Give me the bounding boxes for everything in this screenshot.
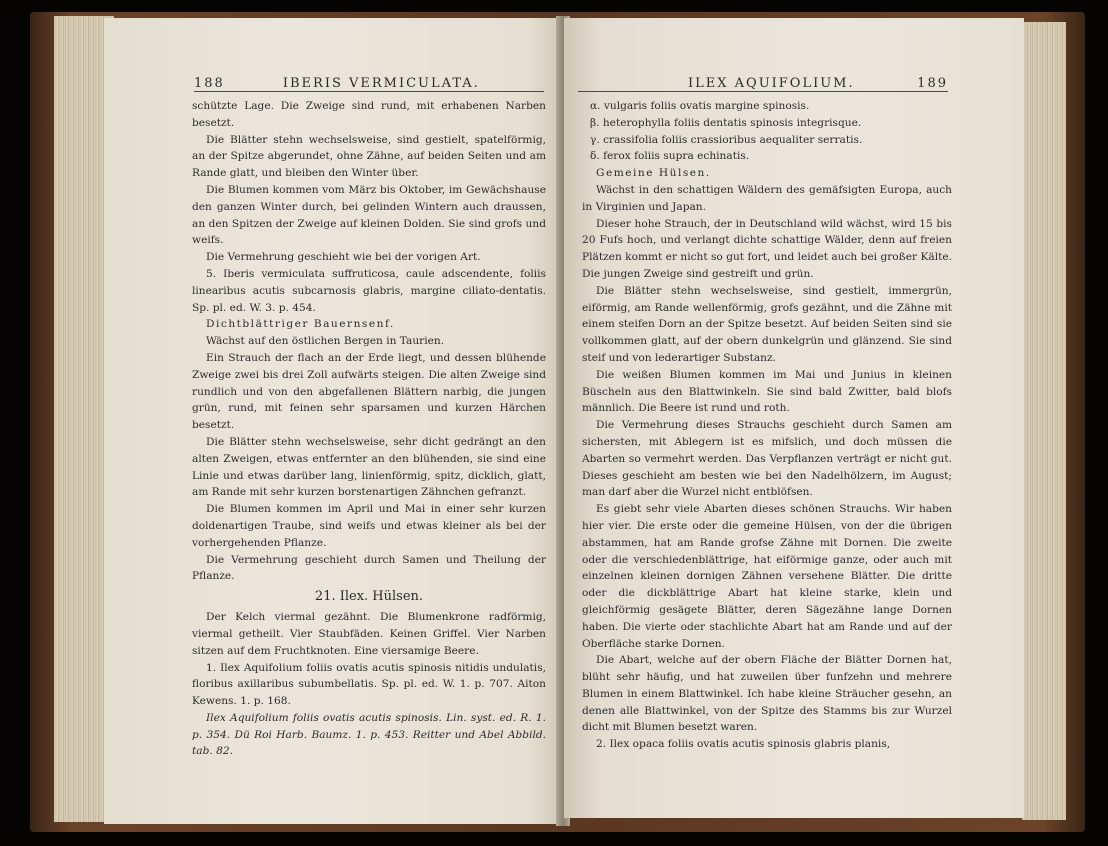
genus-description: Der Kelch viermal gezähnt. Die Blumenkrone radförmig, viermal getheilt. Vier Staubfäden. Keinen Griffel. Vier Narben sitzen auf dem Fruchtknoten. Eine viersamige Beere. xyxy=(192,611,546,657)
left-running-head xyxy=(194,70,544,92)
rule-end-mark xyxy=(538,76,544,91)
variety-line: β. heterophylla foliis dentatis spinosis integrisque. xyxy=(590,116,862,129)
left-page xyxy=(104,18,562,824)
paragraph: Die Abart, welche auf der obern Fläche der Blätter Dornen hat, blüht sehr häufig, und hat zuweilen über funfzehn und mehrere Blumen in einem Blattwinkel. Ich habe kleine Sträucher gesehn, an denen alle Blattwinkel, von der Spitze des Stamms bis zur Wurzel dicht mit Blumen besetzt waren. xyxy=(582,654,952,734)
paragraph: Die Vermehrung dieses Strauchs geschieht durch Samen am sichersten, mit Ablegern ist es mifslich, und doch müssen die Abarten so vermehrt werden. Das Verpflanzen verträgt er nicht gut. Dieses geschieht am besten wie bei den Nadelhölzern, im August; man darf aber die Wurzel nicht entblöfsen. xyxy=(582,419,952,499)
paragraph: Die Blätter stehn wechselsweise, sind gestielt, spatelförmig, an der Spitze abgerundet, ohne Zähne, auf beiden Seiten und am Rande glatt, und bleiben den Winter über. xyxy=(192,133,546,180)
paragraph: Die Vermehrung geschieht wie bei der vorigen Art. xyxy=(206,251,481,264)
variety-line: γ. crassifolia foliis crassioribus aequaliter serratis. xyxy=(590,133,863,146)
right-body-text xyxy=(582,98,952,753)
species-entry: 1. Ilex Aquifolium foliis ovatis acutis spinosis nitidis undulatis, floribus axillaribus subumbellatis. Sp. pl. ed. W. 1. p. 707. Aiton Kewens. 1. p. 168. xyxy=(192,661,546,708)
right-running-title: ILEX AQUIFOLIUM. xyxy=(688,76,855,91)
paragraph: Die Blumen kommen im April und Mai in einer sehr kurzen doldenartigen Traube, sind weifs und etwas kleiner als bei der vorhergehenden Pflanze. xyxy=(192,503,546,549)
variety-line: δ. ferox foliis supra echinatis. xyxy=(590,150,750,163)
right-page xyxy=(564,18,1024,818)
species-entry: 5. Iberis vermiculata suffruticosa, caule adscendente, foliis linearibus acutis subcarnosis glabris, margine ciliato-dentatis. Sp. pl. ed. W. 3. p. 454. xyxy=(192,267,546,314)
left-page-number: 188 xyxy=(194,76,225,91)
paragraph: Die Blätter stehn wechselsweise, sind gestielt, immergrün, eiförmig, am Rande wellenförmig, grofs gezähnt, und die Zähne mit einem steifen Dorn an der Spitze besetzt. Auf beiden Seiten sind sie vollkommen glatt, auf der obern dunkelgrün und glänzend. Sie sind steif und von lederartiger Substanz. xyxy=(582,284,952,364)
paragraph: Dieser hohe Strauch, der in Deutschland wild wächst, wird 15 bis 20 Fufs hoch, und verlangt dichte schattige Wälder, denn auf freien Plätzen kommt er nicht so gut fort, und leidet auch bei großer Kälte. Die jungen Zweige sind gestreift und grün. xyxy=(582,217,952,280)
paragraph: Die Vermehrung geschieht durch Samen und Theilung der Pflanze. xyxy=(192,553,546,583)
paragraph: Ein Strauch der flach an der Erde liegt, und dessen blühende Zweige zwei bis drei Zoll aufwärts steigen. Die alten Zweige sind rundlich und von den abgefallenen Blättern narbig, die jungen grün, rund, mit feinen sehr sparsamen und kurzen Härchen besetzt. xyxy=(192,351,546,432)
species-entry: 2. Ilex opaca foliis ovatis acutis spinosis glabris planis, xyxy=(596,738,891,751)
right-page-edges xyxy=(1022,22,1066,820)
common-name: Gemeine Hülsen. xyxy=(596,167,711,180)
right-running-head xyxy=(578,70,948,92)
left-body-text xyxy=(192,98,546,760)
variety-line: α. vulgaris foliis ovatis margine spinosis. xyxy=(590,100,810,112)
paragraph: schützte Lage. Die Zweige sind rund, mit erhabenen Narben besetzt. xyxy=(192,100,546,129)
left-running-title: IBERIS VERMICULATA. xyxy=(282,76,480,91)
paragraph: Es giebt sehr viele Abarten dieses schönen Strauchs. Wir haben hier vier. Die erste oder die gemeine Hülsen, von der die übrigen abstammen, hat am Rande grofse Zähne mit Dornen. Die zweite oder die verschiedenblättrige, hat eiförmige ganze, oder auch mit einzelnen kleinen dornigen Zähnen versehene Blätter. Die dritte oder die dickblättrige Abart hat kleine starke, klein und gleichförmig gesägete Blätter, deren Sägezähne lange Dornen haben. Die vierte oder stachlichte Abart hat am Rande und auf der Oberfläche starke Dornen. xyxy=(582,503,952,650)
common-name: Dichtblättriger Bauernsenf. xyxy=(206,318,395,331)
paragraph: Die Blumen kommen vom März bis Oktober, im Gewächshause den ganzen Winter durch, bei gelinden Wintern auch draussen, an den Spitzen der Zweige auf kleinen Dolden. Sie sind grofs und weifs. xyxy=(192,183,546,247)
genus-heading: 21. Ilex. Hülsen. xyxy=(314,589,424,605)
synonym-entry: Ilex Aquifolium foliis ovatis acutis spinosis. Lin. syst. ed. R. 1. p. 354. Dü Roi Harb. Baumz. 1. p. 453. Reitter und Abel Abbild. tab. 82. xyxy=(192,711,546,758)
paragraph: Wächst auf den östlichen Bergen in Taurien. xyxy=(206,335,445,348)
paragraph: Wächst in den schattigen Wäldern des gemäfsigten Europa, auch in Virginien und Japan. xyxy=(582,183,952,213)
right-page-number: 189 xyxy=(917,76,948,91)
paragraph: Die Blätter stehn wechselsweise, sehr dicht gedrängt an den alten Zweigen, etwas entfernter an den blühenden, sie sind eine Linie und etwas darüber lang, linienförmig, spitz, dicklich, glatt, am Rande mit sehr kurzen borstenartigen Zähnchen gefranzt. xyxy=(192,435,546,499)
paragraph: Die weißen Blumen kommen im Mai und Junius in kleinen Büscheln aus den Blattwinkeln. Sie sind bald Zwitter, bald blofs männlich. Die Beere ist rund und roth. xyxy=(582,368,952,415)
